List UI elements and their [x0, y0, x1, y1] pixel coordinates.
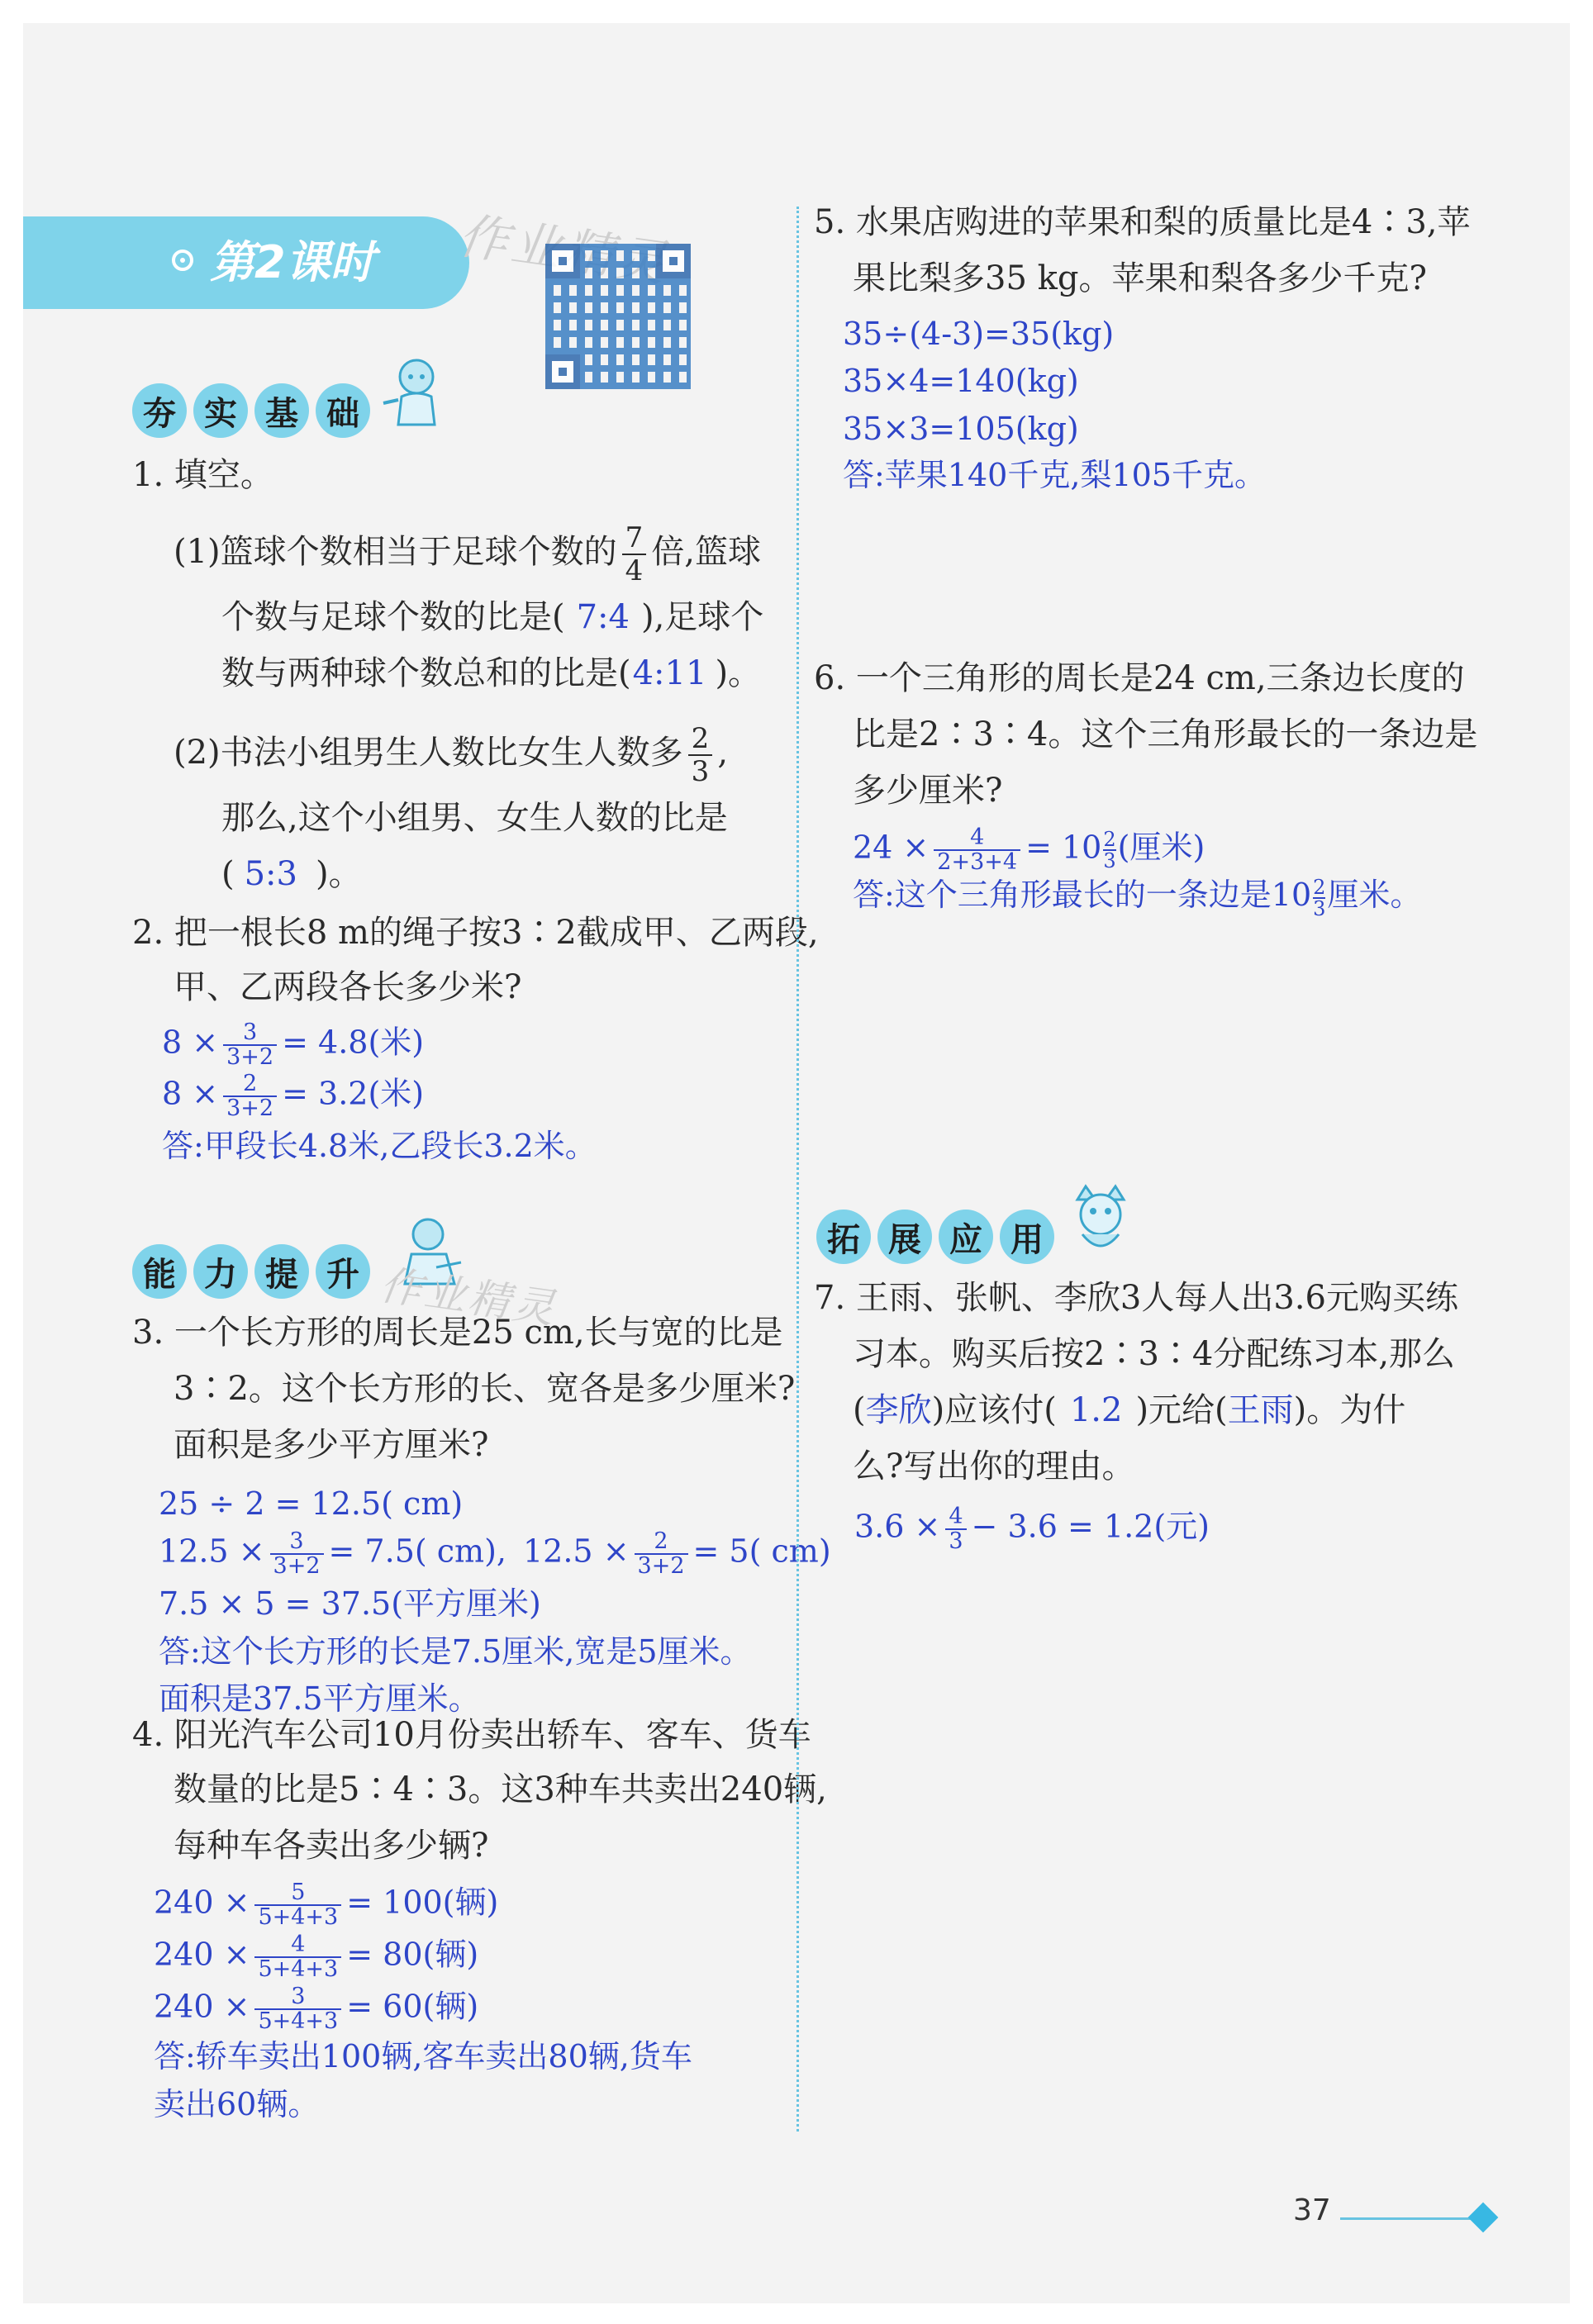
q3-line1: 3. 一个长方形的周长是25 cm,长与宽的比是	[132, 1314, 783, 1352]
q1-stem: 1. 填空。	[132, 456, 273, 494]
q7-calc	[854, 1505, 1210, 1553]
fraction	[254, 1985, 341, 2033]
text: (1)篮球个数相当于足球个数的	[174, 533, 617, 571]
frac-den: 5+4+3	[254, 1956, 341, 1981]
q7-line3	[853, 1390, 1405, 1431]
text: 8 ×	[162, 1024, 219, 1061]
q7-line2: 习本。购买后按2∶3∶4分配练习本,那么	[853, 1335, 1456, 1373]
text: 8 ×	[162, 1075, 219, 1112]
girl-mascot-icon	[380, 354, 449, 428]
frac-num: 4	[949, 1504, 963, 1529]
lesson-title: 第2课时	[210, 236, 375, 288]
answer-fill: 王雨	[1227, 1391, 1294, 1429]
text: = 100(辆)	[346, 1884, 499, 1921]
frac-den: 3	[945, 1528, 966, 1553]
frac-num: 3	[291, 1984, 306, 2009]
q2-calc1	[162, 1021, 424, 1069]
fraction	[945, 1505, 966, 1553]
q5-line1: 5. 水果店购进的苹果和梨的质量比是4∶3,苹	[814, 203, 1471, 241]
text: 3.6 ×	[854, 1508, 941, 1545]
text: )。为什	[1293, 1391, 1406, 1429]
section-char: 拓	[816, 1210, 871, 1264]
text: 12.5 ×	[159, 1533, 265, 1570]
fraction	[223, 1072, 277, 1120]
text: = 80(辆)	[346, 1936, 479, 1973]
fraction	[254, 1933, 341, 1981]
q5-calc1: 35÷(4-3)=35(kg)	[843, 316, 1115, 352]
q2-line1: 2. 把一根长8 m的绳子按3∶2截成甲、乙两段,	[132, 914, 819, 952]
text: = 7.5( cm),	[328, 1533, 506, 1570]
frac-den: 2+3+4	[934, 849, 1020, 874]
text: = 60(辆)	[346, 1988, 479, 2025]
section-char: 基	[254, 383, 309, 438]
q3-calc3: 7.5 × 5 = 37.5(平方厘米)	[159, 1585, 541, 1622]
fraction	[688, 723, 713, 787]
section-header-basic	[132, 378, 370, 443]
frac-den: 3	[1313, 896, 1326, 920]
text: (	[221, 855, 235, 893]
text: = 10	[1025, 829, 1102, 866]
text: = 3.2(米)	[282, 1075, 425, 1112]
text: (	[853, 1391, 866, 1429]
column-divider	[796, 207, 799, 2132]
q1-part2-line3	[221, 853, 362, 895]
frac-num: 5	[291, 1880, 306, 1905]
frac-den: 3+2	[223, 1095, 277, 1120]
qr-corner	[545, 354, 580, 389]
fraction	[270, 1530, 324, 1578]
text: )元给(	[1135, 1391, 1228, 1429]
answer-fill: 5:3	[244, 855, 297, 893]
text: 数与两种球个数总和的比是(	[221, 654, 631, 692]
text: 个数与足球个数的比是(	[221, 598, 565, 636]
q1-part1-line3	[221, 653, 761, 694]
frac-num: 4	[291, 1932, 306, 1957]
q3-answer1: 答:这个长方形的长是7.5厘米,宽是5厘米。	[159, 1633, 752, 1670]
q4-line3: 每种车各卖出多少辆?	[174, 1827, 489, 1865]
text: 240 ×	[154, 1988, 250, 2025]
q3-line2: 3∶2。这个长方形的长、宽各是多少厘米?	[174, 1370, 796, 1408]
section-char: 础	[316, 383, 370, 438]
text: − 3.6 = 1.2(元)	[971, 1508, 1210, 1545]
text: 240 ×	[154, 1936, 250, 1973]
text: )应该付(	[931, 1391, 1057, 1429]
watermark: 作业精灵	[377, 1261, 561, 1333]
q4-calc3	[154, 1985, 478, 2033]
q4-answer1: 答:轿车卖出100辆,客车卖出80辆,货车	[154, 2038, 692, 2074]
section-char: 夯	[132, 383, 187, 438]
text: = 5( cm)	[692, 1533, 831, 1570]
frac-den: 3+2	[635, 1553, 688, 1578]
q2-calc2	[162, 1072, 424, 1120]
text: = 4.8(米)	[282, 1024, 425, 1061]
qr-corner	[656, 244, 691, 278]
frac-num: 3	[243, 1019, 258, 1045]
text: 厘米。	[1327, 877, 1422, 913]
q3-line3: 面积是多少平方厘米?	[174, 1426, 489, 1464]
q6-calc	[853, 826, 1205, 874]
q1-part1-line1	[174, 522, 761, 587]
section-header-ability	[132, 1239, 370, 1304]
frac-num: 2	[1103, 828, 1116, 851]
q3-calc1: 25 ÷ 2 = 12.5( cm)	[159, 1485, 464, 1522]
lesson-banner	[23, 216, 469, 309]
fraction	[934, 826, 1020, 874]
q1-part1-line2	[221, 596, 763, 638]
fraction	[1103, 829, 1115, 871]
q7-line1: 7. 王雨、张帆、李欣3人每人出3.6元购买练	[814, 1279, 1458, 1317]
section-header-extend	[816, 1205, 1054, 1269]
q5-answer: 答:苹果140千克,梨105千克。	[843, 457, 1266, 493]
frac-den: 3+2	[270, 1553, 324, 1578]
frac-den: 5+4+3	[254, 1904, 341, 1929]
section-char: 应	[939, 1210, 993, 1264]
q5-calc3: 35×3=105(kg)	[843, 411, 1079, 447]
cat-mascot-icon	[1066, 1183, 1135, 1257]
answer-fill: 李欣	[865, 1391, 932, 1429]
fraction	[635, 1530, 688, 1578]
text: )。	[715, 654, 762, 692]
frac-num: 2	[1313, 875, 1326, 899]
q2-line2: 甲、乙两段各长多少米?	[174, 968, 522, 1006]
q2-answer: 答:甲段长4.8米,乙段长3.2米。	[162, 1128, 597, 1164]
page-line	[1340, 2217, 1472, 2220]
q6-line2: 比是2∶3∶4。这个三角形最长的一条边是	[853, 715, 1478, 753]
q4-line1: 4. 阳光汽车公司10月份卖出轿车、客车、货车	[132, 1716, 811, 1754]
frac-den: 4	[622, 554, 647, 587]
target-icon	[172, 250, 193, 271]
section-char: 升	[316, 1244, 370, 1299]
text: ),足球个	[640, 598, 764, 636]
text: 24 ×	[853, 829, 930, 866]
q4-answer2: 卖出60辆。	[154, 2086, 320, 2122]
q1-part2-line1	[174, 723, 728, 787]
frac-den: 5+4+3	[254, 2008, 341, 2033]
frac-den: 3+2	[223, 1044, 277, 1069]
section-char: 提	[254, 1244, 309, 1299]
frac-num: 7	[625, 521, 644, 554]
frac-num: 3	[289, 1528, 304, 1554]
fraction	[622, 522, 647, 587]
text: 答:这个三角形最长的一条边是10	[853, 877, 1312, 913]
section-char: 能	[132, 1244, 187, 1299]
fraction	[254, 1881, 341, 1929]
q1-part2-line2: 那么,这个小组男、女生人数的比是	[221, 799, 728, 837]
q3-calc2	[159, 1530, 831, 1578]
text: 12.5 ×	[523, 1533, 630, 1570]
q5-calc2: 35×4=140(kg)	[843, 363, 1079, 399]
section-char: 实	[193, 383, 248, 438]
frac-num: 2	[243, 1071, 258, 1096]
fraction	[1313, 877, 1325, 919]
answer-fill: 4:11	[632, 654, 707, 692]
answer-fill: 7:4	[576, 598, 630, 636]
qr-code[interactable]	[545, 244, 691, 389]
text: ,	[717, 734, 729, 772]
text: (厘米)	[1117, 829, 1205, 866]
text: 倍,篮球	[651, 533, 762, 571]
answer-fill: 1.2	[1069, 1391, 1123, 1429]
q4-calc2	[154, 1933, 478, 1981]
q4-calc1	[154, 1881, 498, 1929]
q6-line1: 6. 一个三角形的周长是24 cm,三条边长度的	[814, 659, 1465, 697]
frac-den: 3	[1103, 849, 1116, 872]
q6-line3: 多少厘米?	[853, 772, 1003, 810]
text: (2)书法小组男生人数比女生人数多	[174, 734, 683, 772]
page-number: 37	[1293, 2193, 1331, 2227]
q6-answer	[853, 876, 1421, 919]
fraction	[223, 1021, 277, 1069]
qr-corner	[545, 244, 580, 278]
text: )。	[315, 855, 362, 893]
q5-line2: 果比梨多35 kg。苹果和梨各多少千克?	[853, 259, 1427, 297]
q7-line4: 么?写出你的理由。	[853, 1447, 1135, 1485]
section-char: 力	[193, 1244, 248, 1299]
frac-den: 3	[688, 754, 713, 787]
section-char: 展	[877, 1210, 932, 1264]
section-char: 用	[1000, 1210, 1054, 1264]
text: 240 ×	[154, 1884, 250, 1921]
frac-num: 4	[970, 825, 985, 850]
frac-num: 2	[691, 722, 710, 755]
q3-answer2: 面积是37.5平方厘米。	[159, 1680, 480, 1717]
frac-num: 2	[654, 1528, 668, 1554]
q4-line2: 数量的比是5∶4∶3。这3种车共卖出240辆,	[174, 1770, 827, 1808]
